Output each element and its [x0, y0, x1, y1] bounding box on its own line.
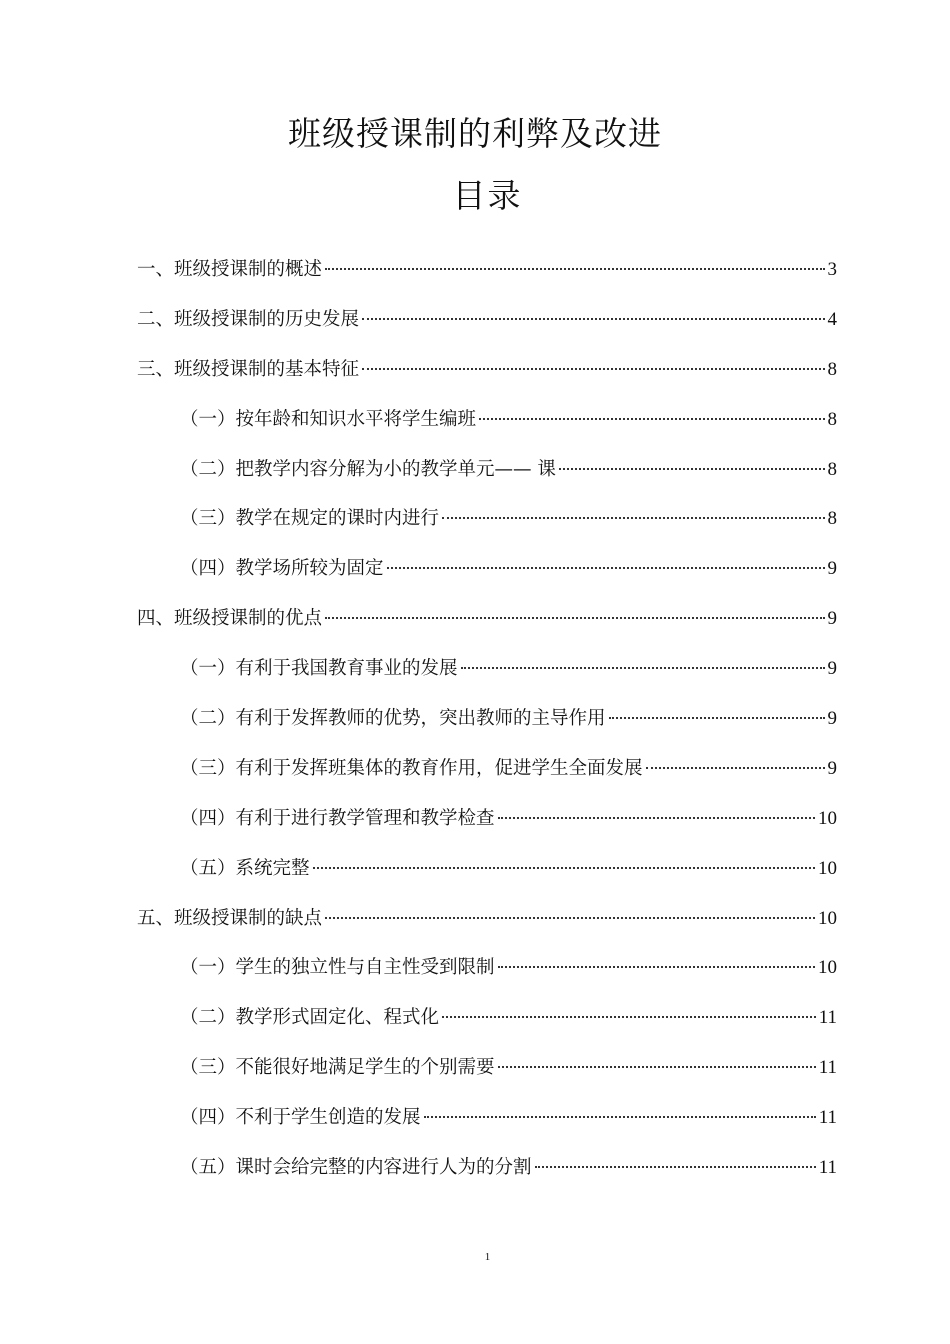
toc-entry-page: 4 — [827, 308, 837, 330]
toc-entry-page: 11 — [818, 1107, 837, 1129]
toc-entry[interactable] — [137, 801, 837, 851]
toc-entry[interactable] — [137, 901, 837, 951]
toc-entry-page: 10 — [818, 907, 837, 929]
toc-entry-page: 9 — [827, 658, 837, 680]
toc-entry-page: 11 — [818, 1057, 837, 1079]
toc-entry[interactable] — [137, 352, 837, 402]
toc-dot-leader — [498, 1066, 816, 1068]
toc-entry-label: 二、班级授课制的历史发展 — [137, 308, 360, 330]
toc-entry-label: 四、班级授课制的优点 — [137, 608, 323, 630]
toc-entry[interactable] — [137, 1150, 837, 1200]
toc-entry[interactable] — [137, 601, 837, 651]
toc-dot-leader — [442, 1016, 816, 1018]
toc-entry[interactable] — [137, 1000, 837, 1050]
toc-entry-label: （三）有利于发挥班集体的教育作用，促进学生全面发展 — [180, 757, 643, 779]
toc-entry-page: 8 — [827, 408, 837, 430]
toc-dot-leader — [424, 1116, 816, 1118]
toc-dot-leader — [535, 1166, 816, 1168]
toc-dot-leader — [646, 767, 825, 769]
toc-entry-page: 8 — [827, 458, 837, 480]
toc-entry[interactable] — [137, 950, 837, 1000]
toc-entry-page: 9 — [827, 608, 837, 630]
toc-entry-page: 9 — [827, 558, 837, 580]
toc-dot-leader — [362, 368, 824, 370]
toc-entry[interactable] — [137, 1100, 837, 1150]
toc-entry-label: （五）系统完整 — [180, 857, 310, 879]
toc-entry-label: （一）按年龄和知识水平将学生编班 — [180, 408, 477, 430]
toc-entry-page: 11 — [818, 1157, 837, 1179]
page-number: 1 — [484, 1251, 491, 1263]
toc-entry-label: （一）学生的独立性与自主性受到限制 — [180, 957, 495, 979]
toc-entry-label: （三）教学在规定的课时内进行 — [180, 508, 440, 530]
toc-dot-leader — [362, 318, 824, 320]
toc-dot-leader — [325, 617, 824, 619]
toc-entry[interactable] — [137, 1050, 837, 1100]
toc-dot-leader — [313, 867, 815, 869]
toc-dot-leader — [498, 817, 815, 819]
toc-entry-label: （二）教学形式固定化、程式化 — [180, 1007, 440, 1029]
toc-dot-leader — [442, 517, 824, 519]
document-title: 班级授课制的利弊及改进 — [288, 114, 662, 153]
toc-dot-leader — [559, 468, 825, 470]
toc-entry-page: 10 — [818, 807, 837, 829]
toc-entry-page: 8 — [827, 358, 837, 380]
toc-entry[interactable] — [137, 751, 837, 801]
toc-entry-label: （四）有利于进行教学管理和教学检查 — [180, 807, 495, 829]
toc-heading: 目录 — [452, 176, 523, 215]
toc-dot-leader — [479, 418, 824, 420]
toc-entry-page: 9 — [827, 757, 837, 779]
toc-entry-label: （二）有利于发挥教师的优势，突出教师的主导作用 — [180, 708, 606, 730]
toc-entry[interactable] — [137, 651, 837, 701]
toc-entry-label: 三、班级授课制的基本特征 — [137, 358, 360, 380]
toc-entry[interactable] — [137, 501, 837, 551]
toc-entry[interactable] — [137, 252, 837, 302]
toc-entry[interactable] — [137, 302, 837, 352]
toc-dot-leader — [325, 268, 824, 270]
toc-entry[interactable] — [137, 551, 837, 601]
toc-entry-page: 11 — [818, 1007, 837, 1029]
toc-entry-label: 一、班级授课制的概述 — [137, 259, 323, 280]
toc-entry-page: 3 — [827, 259, 837, 280]
toc-entry-page: 10 — [818, 957, 837, 979]
toc-entry-label: （五）课时会给完整的内容进行人为的分割 — [180, 1157, 532, 1179]
toc-entry-page: 8 — [827, 508, 837, 530]
toc-entry-label: （四）教学场所较为固定 — [180, 558, 384, 580]
toc-entry[interactable] — [137, 851, 837, 901]
toc-dot-leader — [461, 667, 825, 669]
toc-entry[interactable] — [137, 452, 837, 502]
toc-entry-label: （二）把教学内容分解为小的教学单元—— 课 — [180, 458, 556, 480]
toc-dot-leader — [325, 917, 815, 919]
toc-entry-label: （一）有利于我国教育事业的发展 — [180, 658, 458, 680]
toc-entry[interactable] — [137, 402, 837, 452]
toc-entry-page: 9 — [827, 708, 837, 730]
toc-entry-label: 五、班级授课制的缺点 — [137, 907, 323, 929]
toc-dot-leader — [498, 966, 815, 968]
toc-entry-label: （四）不利于学生创造的发展 — [180, 1107, 421, 1129]
toc-dot-leader — [609, 717, 825, 719]
table-of-contents — [137, 252, 837, 1200]
toc-entry[interactable] — [137, 701, 837, 751]
toc-entry-label: （三）不能很好地满足学生的个别需要 — [180, 1057, 495, 1079]
toc-dot-leader — [387, 567, 825, 569]
toc-entry-page: 10 — [818, 857, 837, 879]
